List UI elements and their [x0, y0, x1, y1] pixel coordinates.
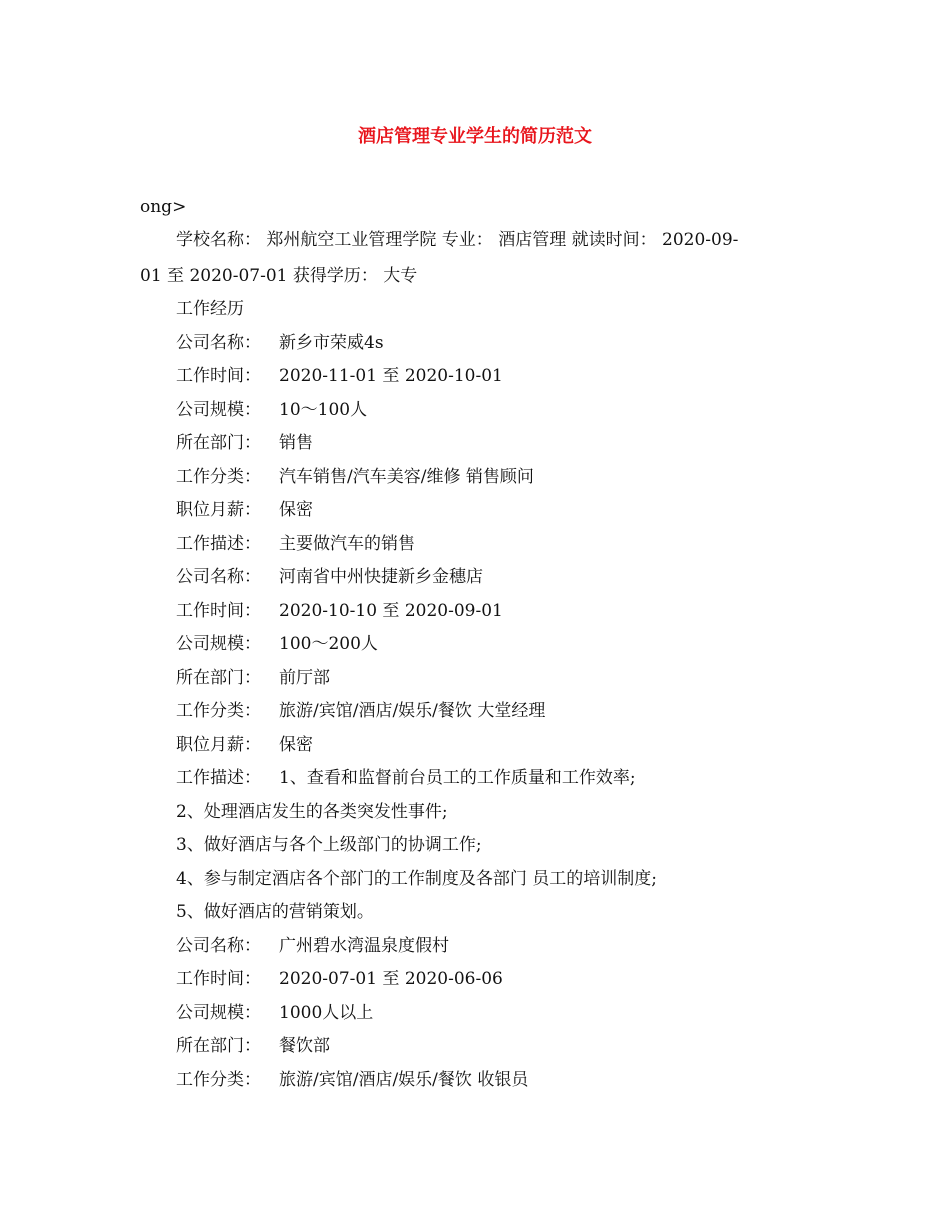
job1-desc-row: [176, 532, 415, 556]
job2-company-label: 公司名称：: [176, 567, 261, 587]
job1-desc: 主要做汽车的销售: [279, 534, 415, 554]
document-title: 酒店管理专业学生的简历范文: [358, 126, 592, 147]
education-line-2: 01 至 2020-07-01 获得学历： 大专: [140, 266, 418, 286]
job3-category-row: [176, 1068, 528, 1092]
job3-company: 广州碧水湾温泉度假村: [279, 936, 449, 956]
job1-company: 新乡市荣威4s: [279, 333, 384, 353]
job1-time-row: [176, 364, 503, 388]
job2-size-label: 公司规模：: [176, 634, 261, 654]
job2-category: 旅游/宾馆/酒店/娱乐/餐饮 大堂经理: [279, 701, 546, 721]
job3-company-row: [176, 934, 449, 958]
job1-size-label: 公司规模：: [176, 400, 261, 420]
job2-dept-row: [176, 666, 330, 690]
job2-salary: 保密: [279, 735, 313, 755]
job2-duty-item: 2、处理酒店发生的各类突发性事件;: [176, 802, 448, 822]
job1-size-row: [176, 398, 367, 422]
job3-dept-row: [176, 1034, 330, 1058]
job2-time-row: [176, 599, 503, 623]
job2-size: 100～200人: [279, 634, 378, 654]
job1-time-label: 工作时间：: [176, 366, 261, 386]
job3-time-row: [176, 967, 503, 991]
job1-category: 汽车销售/汽车美容/维修 销售顾问: [279, 467, 534, 487]
job1-size: 10～100人: [279, 400, 368, 420]
job3-dept: 餐饮部: [279, 1036, 330, 1056]
job2-desc: 1、查看和监督前台员工的工作质量和工作效率;: [279, 768, 636, 788]
job1-time: 2020-11-01 至 2020-10-01: [279, 366, 503, 386]
job1-salary-row: [176, 498, 313, 522]
job3-size-label: 公司规模：: [176, 1003, 261, 1023]
job3-category: 旅游/宾馆/酒店/娱乐/餐饮 收银员: [279, 1070, 529, 1090]
job3-time: 2020-07-01 至 2020-06-06: [279, 969, 503, 989]
job2-dept: 前厅部: [279, 668, 330, 688]
job1-desc-label: 工作描述：: [176, 534, 261, 554]
job1-company-label: 公司名称：: [176, 333, 261, 353]
job1-category-label: 工作分类：: [176, 467, 261, 487]
job3-company-label: 公司名称：: [176, 936, 261, 956]
job2-time-label: 工作时间：: [176, 601, 261, 621]
job1-category-row: [176, 465, 534, 489]
job2-dept-label: 所在部门：: [176, 668, 261, 688]
job2-salary-row: [176, 733, 313, 757]
job2-desc-label: 工作描述：: [176, 768, 261, 788]
job1-salary: 保密: [279, 500, 313, 520]
job1-salary-label: 职位月薪：: [176, 500, 261, 520]
job2-category-row: [176, 699, 545, 723]
job2-size-row: [176, 632, 378, 656]
text-fragment: ong>: [140, 197, 187, 217]
job2-desc-row: [176, 766, 636, 790]
job3-size-row: [176, 1001, 373, 1025]
job1-dept-row: [176, 431, 313, 455]
job2-duty-item: 3、做好酒店与各个上级部门的协调工作;: [176, 835, 482, 855]
job2-salary-label: 职位月薪：: [176, 735, 261, 755]
job2-category-label: 工作分类：: [176, 701, 261, 721]
job1-company-row: [176, 331, 384, 355]
job2-company-row: [176, 565, 483, 589]
job3-size: 1000人以上: [279, 1003, 374, 1023]
job3-dept-label: 所在部门：: [176, 1036, 261, 1056]
job3-category-label: 工作分类：: [176, 1070, 261, 1090]
job1-dept-label: 所在部门：: [176, 433, 261, 453]
education-line-1: 学校名称： 郑州航空工业管理学院 专业： 酒店管理 就读时间： 2020-09-: [176, 230, 739, 250]
section-heading-work: 工作经历: [176, 299, 244, 319]
job3-time-label: 工作时间：: [176, 969, 261, 989]
job2-time: 2020-10-10 至 2020-09-01: [279, 601, 503, 621]
job2-duty-item: 4、参与制定酒店各个部门的工作制度及各部门 员工的培训制度;: [176, 869, 657, 889]
job2-duty-item: 5、做好酒店的营销策划。: [176, 902, 374, 922]
job1-dept: 销售: [279, 433, 313, 453]
job2-company: 河南省中州快捷新乡金穗店: [279, 567, 483, 587]
